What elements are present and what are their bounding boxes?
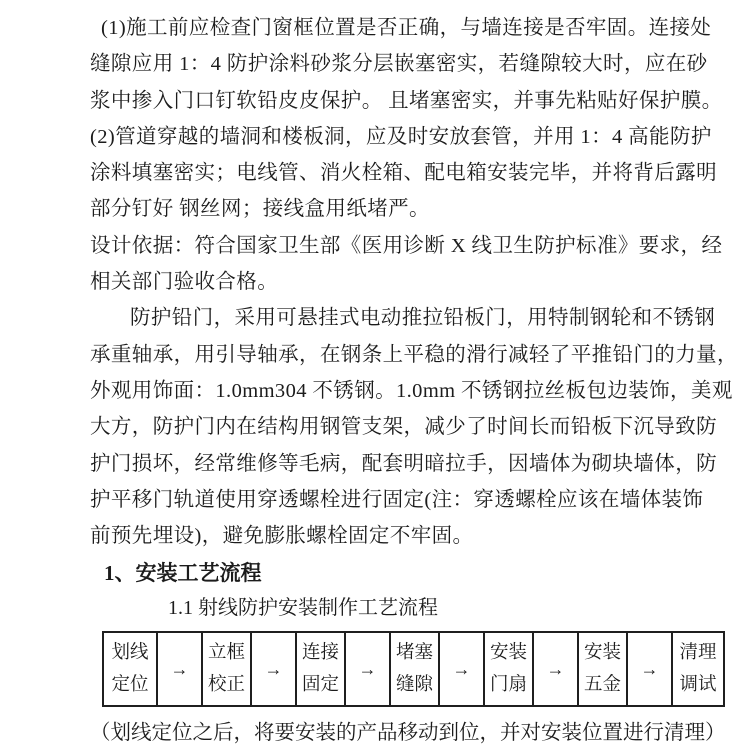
- paragraph: [90, 10, 723, 119]
- text-line: 浆中掺入门口钉软铅皮皮保护。 且堵塞密实，并事先粘贴好保护膜。: [90, 89, 723, 112]
- flow-step-cell: [103, 632, 157, 706]
- text-line: 涂料填塞密实；电线管、消火栓箱、配电箱安装完毕，并将背后露明: [90, 162, 717, 185]
- paragraph: [90, 228, 723, 301]
- flow-step-line: 门扇: [489, 675, 527, 696]
- flow-step-cell: [578, 632, 627, 706]
- text-line: 相关部门验收合格。: [90, 271, 279, 294]
- flow-caption: （划线定位之后，将要安装的产品移动到位，并对安装位置进行清理）: [90, 722, 726, 745]
- flow-arrow-icon: →: [157, 632, 202, 706]
- text-line: (2)管道穿越的墙洞和楼板洞，应及时安放套管，并用 1：4 高能防护: [90, 125, 712, 148]
- paragraph: [90, 300, 738, 554]
- flow-arrow-icon: →: [439, 632, 484, 706]
- section-heading: 1、安装工艺流程: [104, 561, 262, 586]
- flow-step-cell: [390, 632, 439, 706]
- sub-heading: 1.1 射线防护安装制作工艺流程: [168, 597, 438, 620]
- flow-step-line: 定位: [111, 675, 149, 696]
- text-line: 前预先埋设)，避免膨胀螺栓固定不牢固。: [90, 525, 474, 548]
- flow-step-line: 校正: [207, 675, 245, 696]
- flow-arrow-icon: →: [627, 632, 672, 706]
- text-line: 部分钉好 钢丝网；接线盒用纸堵严。: [90, 198, 430, 221]
- flow-step-line: 缝隙: [395, 675, 433, 696]
- flow-arrow-icon: →: [251, 632, 296, 706]
- flow-arrow-icon: →: [533, 632, 578, 706]
- text-line: 缝隙应用 1：4 防护涂料砂浆分层嵌塞密实，若缝隙较大时，应在砂: [90, 53, 708, 76]
- body-paragraphs: [90, 10, 738, 554]
- text-line: 防护铅门，采用可悬挂式电动推拉铅板门，用特制钢轮和不锈钢: [130, 307, 716, 330]
- flow-step-cell: [672, 632, 724, 706]
- flow-step-cell: [202, 632, 251, 706]
- flow-arrow-icon: →: [345, 632, 390, 706]
- flow-step-line: 安装: [489, 643, 527, 664]
- flow-step-line: 连接: [301, 643, 339, 664]
- flow-step-line: 清理: [679, 643, 717, 664]
- paragraph: [90, 119, 717, 228]
- flow-step-line: 调试: [679, 675, 717, 696]
- flow-step-cell: [296, 632, 345, 706]
- flow-step-line: 安装: [583, 643, 621, 664]
- flow-step-line: 固定: [301, 675, 339, 696]
- flow-table-row: [103, 632, 724, 706]
- process-flow-table: [102, 631, 725, 707]
- text-line: 外观用饰面：1.0mm304 不锈钢。1.0mm 不锈钢拉丝板包边装饰，美观: [90, 379, 733, 402]
- text-line: 护门损坏，经常维修等毛病，配套明暗拉手，因墙体为砌块墙体，防: [90, 452, 717, 475]
- text-line: 承重轴承，用引导轴承，在钢条上平稳的滑行减轻了平推铅门的力量，: [90, 343, 738, 366]
- flow-step-line: 堵塞: [395, 643, 433, 664]
- flow-step-line: 五金: [583, 675, 621, 696]
- text-line: 设计依据：符合国家卫生部《医用诊断 X 线卫生防护标准》要求，经: [90, 234, 723, 257]
- flow-step-cell: [484, 632, 533, 706]
- flow-step-line: 立框: [207, 643, 245, 664]
- text-line: (1)施工前应检查门窗框位置是否正确，与墙连接是否牢固。连接处: [101, 17, 712, 39]
- text-line: 护平移门轨道使用穿透螺栓进行固定(注：穿透螺栓应该在墙体装饰: [90, 488, 704, 511]
- flow-step-line: 划线: [111, 643, 149, 664]
- text-line: 大方，防护门内在结构用钢管支架，减少了时间长而铅板下沉导致防: [90, 416, 717, 439]
